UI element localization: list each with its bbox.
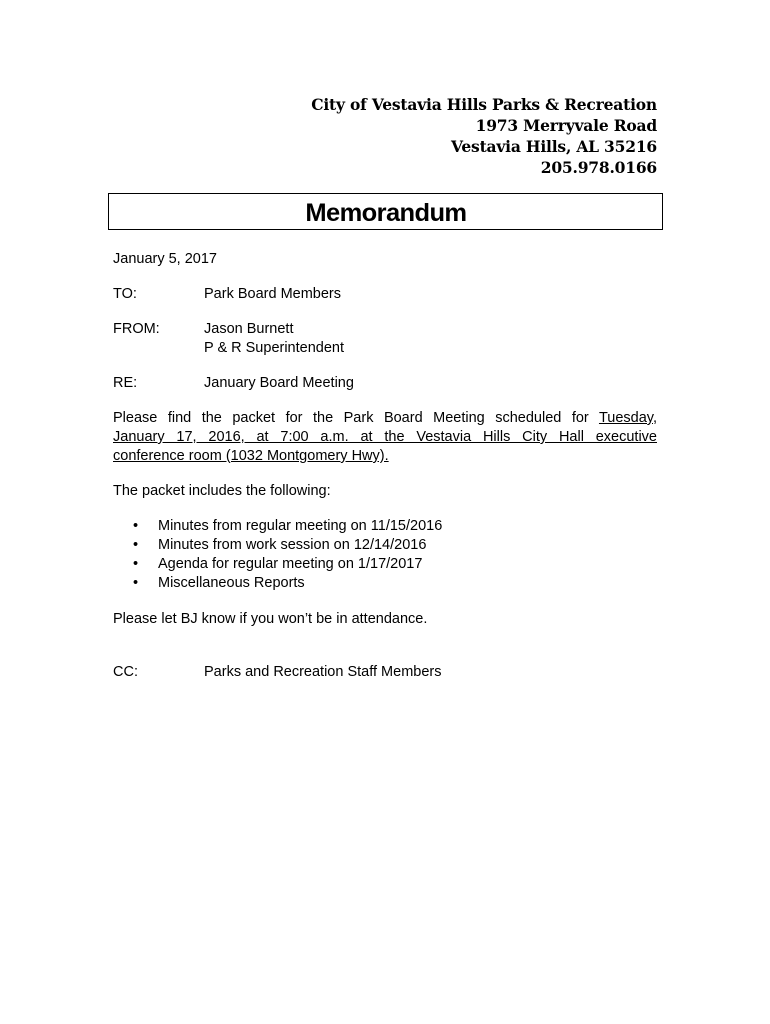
from-name: Jason Burnett <box>204 321 294 337</box>
memo-title: Memorandum <box>304 199 467 227</box>
phone-number: 205.978.0166 <box>540 158 657 177</box>
city-state-zip: Vestavia Hills, AL 35216 <box>450 137 657 156</box>
letterhead <box>311 94 657 178</box>
from-label: FROM: <box>113 321 160 337</box>
packet-intro: The packet includes the following: <box>113 483 331 499</box>
meeting-paragraph <box>113 409 657 466</box>
memo-title-box <box>108 193 663 230</box>
bullet-icon: • <box>133 575 139 591</box>
meeting-date-text: Tuesday, <box>598 410 657 426</box>
paragraph-line <box>113 409 657 428</box>
bullet-icon: • <box>133 518 139 534</box>
to-label: TO: <box>113 286 137 302</box>
street-address: 1973 Merryvale Road <box>475 116 657 135</box>
cc-label: CC: <box>113 664 138 680</box>
cc-value: Parks and Recreation Staff Members <box>204 664 442 680</box>
to-value: Park Board Members <box>204 286 341 302</box>
list-item <box>113 536 442 555</box>
meeting-location-text: conference room (1032 Montgomery Hwy). <box>113 448 389 464</box>
list-item-text: Miscellaneous Reports <box>158 575 305 591</box>
attendance-note: Please let BJ know if you won’t be in attendance. <box>113 611 428 627</box>
packet-list <box>113 517 442 593</box>
list-item <box>113 574 442 593</box>
list-item <box>113 517 442 536</box>
list-item <box>113 555 442 574</box>
re-label: RE: <box>113 375 138 391</box>
bullet-icon: • <box>133 537 139 553</box>
list-item-text: Minutes from regular meeting on 11/15/2016 <box>158 518 443 534</box>
list-item-text: Minutes from work session on 12/14/2016 <box>158 537 427 553</box>
re-value: January Board Meeting <box>204 375 354 391</box>
memo-date: January 5, 2017 <box>113 251 217 267</box>
bullet-icon: • <box>133 556 139 572</box>
meeting-details-text: January 17, 2016, at 7:00 a.m. at the Vestavia Hills City Hall executive <box>113 429 657 445</box>
list-item-text: Agenda for regular meeting on 1/17/2017 <box>158 556 423 572</box>
org-name: City of Vestavia Hills Parks & Recreation <box>311 95 657 114</box>
from-title: P & R Superintendent <box>204 340 344 356</box>
paragraph-text: Please find the packet for the Park Board Meeting scheduled for <box>113 410 599 426</box>
